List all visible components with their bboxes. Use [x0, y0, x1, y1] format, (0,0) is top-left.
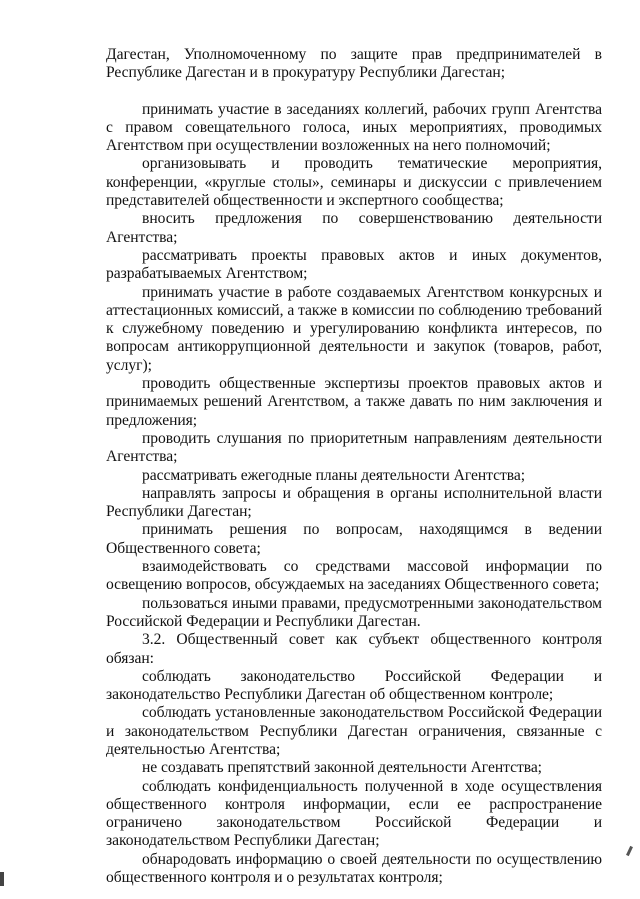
- paragraph-comply-restrictions: соблюдать установленные законодательством Российской Федерации и законодательством Республики Дагестан ограничения, связанные с деятельностью Агентства;: [106, 704, 602, 758]
- paragraph-participate-meetings: принимать участие в заседаниях коллегий, рабочих групп Агентства с правом совещательного голоса, иных мероприятиях, проводимых Агентством при осуществлении возложенных на него полномочий;: [106, 100, 602, 155]
- paragraph-review-drafts: рассматривать проекты правовых актов и иных документов, разрабатываемых Агентством;: [106, 246, 602, 283]
- paragraph-continuation: Дагестан, Уполномоченному по защите прав предпринимателей в Республике Дагестан и в прокуратуру Республики Дагестан;: [106, 46, 602, 82]
- paragraph-publish-info: обнародовать информацию о своей деятельности по осуществлению общественного контроля и о результатах контроля;: [106, 850, 602, 887]
- paragraph-gap: [106, 83, 602, 101]
- paragraph-no-obstacles: не создавать препятствий законной деятельности Агентства;: [142, 759, 542, 777]
- paragraph-requests: направлять запросы и обращения в органы исполнительной власти Республики Дагестан;: [106, 484, 602, 521]
- scan-edge-mark: [0, 872, 4, 886]
- paragraph-submit-proposals: вносить предложения по совершенствованию деятельности Агентства;: [106, 210, 602, 246]
- paragraph-other-rights: пользоваться иными правами, предусмотренными законодательством Российской Федерации и Республики Дагестан.: [106, 594, 602, 630]
- paragraph-media: взаимодействовать со средствами массовой информации по освещению вопросов, обсуждаемых на заседаниях Общественного совета;: [106, 558, 602, 594]
- document-page: [106, 46, 602, 887]
- paragraph-organize-events: организовывать и проводить тематические мероприятия, конференции, «круглые столы», семинары и дискуссии с привлечением представителей общественности и экспертного сообщества;: [106, 155, 602, 210]
- paragraph-decisions: принимать решения по вопросам, находящимся в ведении Общественного совета;: [106, 521, 602, 557]
- paragraph-public-expertise: проводить общественные экспертизы проектов правовых актов и принимаемых решений Агентством, а также давать по ним заключения и предложения;: [106, 375, 602, 429]
- paragraph-comply-law: соблюдать законодательство Российской Федерации и законодательство Республики Дагестан об общественном контроле;: [106, 667, 602, 704]
- paragraph-annual-plans: рассматривать ежегодные планы деятельности Агентства;: [142, 466, 525, 484]
- section-3-2-heading: 3.2. Общественный совет как субъект общественного контроля обязан:: [106, 631, 602, 667]
- paragraph-hearings: проводить слушания по приоритетным направлениям деятельности Агентства;: [106, 429, 602, 466]
- paragraph-commissions: принимать участие в работе создаваемых Агентством конкурсных и аттестационных комиссий, а также в комиссии по соблюдению требований к служебному поведению и урегулированию конфликта интересов, по вопросам антикоррупционной деятельности и закупок (товаров, работ, услуг);: [106, 283, 602, 374]
- paragraph-confidentiality: соблюдать конфиденциальность полученной в ходе осуществления общественного контроля информации, если ее распространение ограничено законодательством Российской Федерации и законодательством Республики Дагестан;: [106, 777, 602, 850]
- scan-artifact-mark: [626, 846, 633, 856]
